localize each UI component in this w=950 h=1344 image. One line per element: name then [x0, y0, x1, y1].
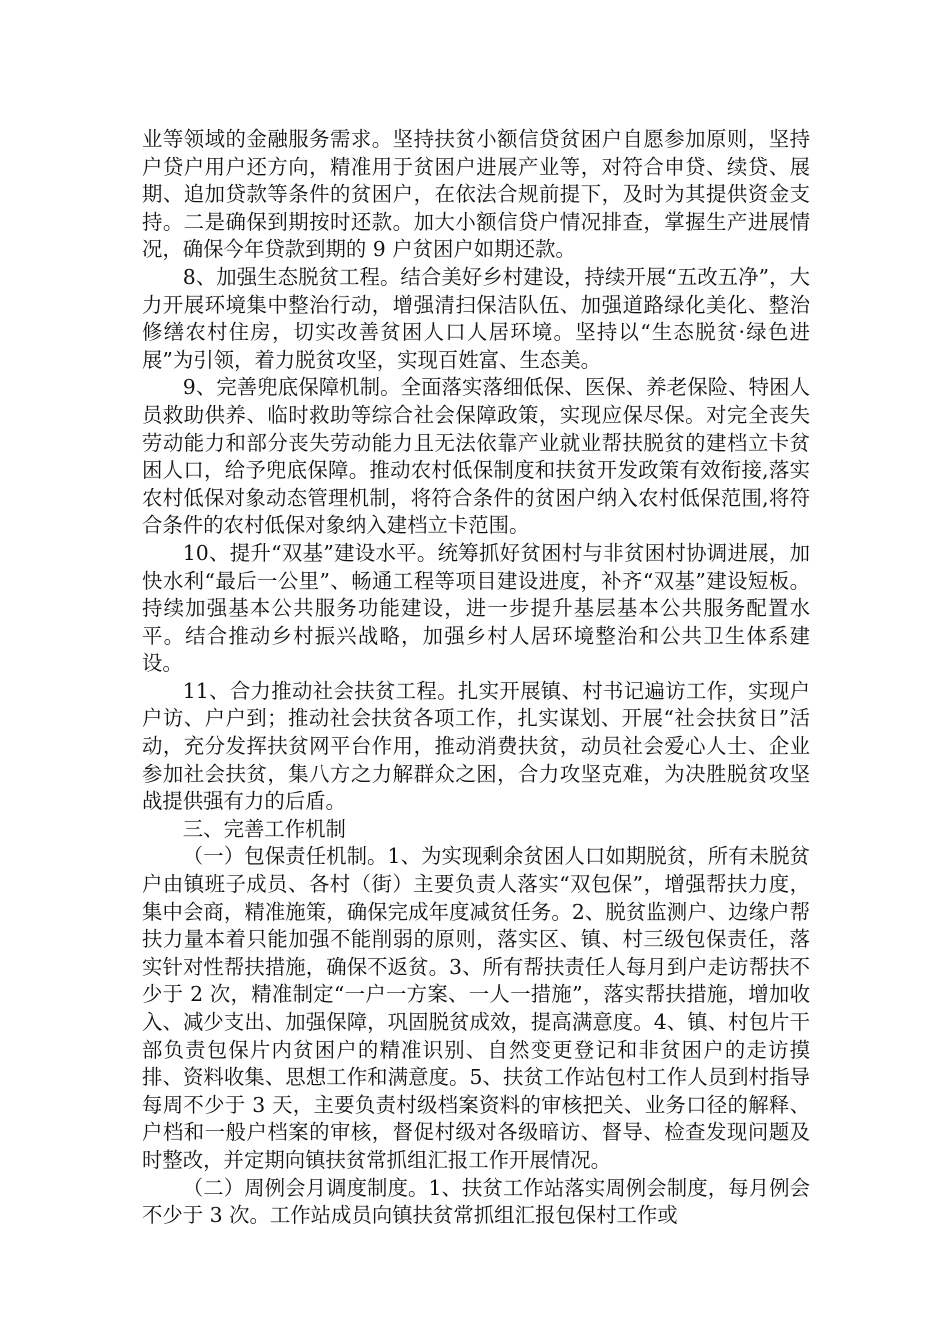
- section-heading-work-mechanism: 三、完善工作机制: [182, 816, 346, 841]
- paragraph-ecological-poverty-relief: 8、加强生态脱贫工程。结合美好乡村建设，持续开展“五改五净”，大力开展环境集中整治行动，增强清扫保洁队伍、加强道路绿化美化、整治修缮农村住房，切实改善贫困人口人居环境。坚持以“生态脱贫·绿色进展”为引领，着力脱贫攻坚，实现百姓富、生态美。: [142, 264, 810, 372]
- paragraph-dual-foundation-construction: 10、提升“双基”建设水平。统筹抓好贫困村与非贫困村协调进展，加快水利“最后一公里”、畅通工程等项目建设进度，补齐“双基”建设短板。持续加强基本公共服务功能建设，进一步提升基层基本公共服务配置水平。结合推动乡村振兴战略，加强乡村人居环境整治和公共卫生体系建设。: [142, 540, 810, 676]
- paragraph-financial-services: 业等领域的金融服务需求。坚持扶贫小额信贷贫困户自愿参加原则，坚持户贷户用户还方向，精准用于贫困户进展产业等，对符合申贷、续贷、展期、追加贷款等条件的贫困户，在依法合规前提下，及时为其提供资金支持。二是确保到期按时还款。加大小额信贷户情况排查，掌握生产进展情况，确保今年贷款到期的 9 户贫困户如期还款。: [142, 127, 810, 262]
- paragraph-responsibility-mechanism: （一）包保责任机制。1、为实现剩余贫困人口如期脱贫，所有未脱贫户由镇班子成员、各村（街）主要负责人落实“双包保”，增强帮扶力度，集中会商，精准施策，确保完成年度减贫任务。2、脱贫监测户、边缘户帮扶力量本着只能加强不能削弱的原则，落实区、镇、村三级包保责任，落实针对性帮扶措施，确保不返贫。3、所有帮扶责任人每月到户走访帮扶不少于 2 次，精准制定“一户一方案、一人一措施”，落实帮扶措施，增加收入、减少支出、加强保障，巩固脱贫成效，提高满意度。4、镇、村包片干部负责包保片内贫困户的精准识别、自然变更登记和非贫困户的走访摸排、资料收集、思想工作和满意度。5、扶贫工作站包村工作人员到村指导每周不少于 3 天，主要负责村级档案资料的审核把关、业务口径的解释、户档和一般户档案的审核，督促村级对各级暗访、督导、检查发现问题及时整改，并定期向镇扶贫常抓组汇报工作开展情况。: [142, 844, 810, 1172]
- document-page: [142, 126, 810, 1230]
- paragraph-social-poverty-relief: 11、合力推动社会扶贫工程。扎实开展镇、村书记遍访工作，实现户户访、户户到；推动社会扶贫各项工作，扎实谋划、开展“社会扶贫日”活动，充分发挥扶贫网平台作用，推动消费扶贫，动员社会爱心人士、企业参加社会扶贫，集八方之力解群众之困，合力攻坚克难，为决胜脱贫攻坚战提供强有力的后盾。: [142, 678, 810, 814]
- paragraph-weekly-meeting-system: （二）周例会月调度制度。1、扶贫工作站落实周例会制度，每月例会不少于 3 次。工作站成员向镇扶贫常抓组汇报包保村工作或: [142, 1175, 810, 1228]
- paragraph-safety-net-mechanism: 9、完善兜底保障机制。全面落实落细低保、医保、养老保险、特困人员救助供养、临时救助等综合社会保障政策，实现应保尽保。对完全丧失劳动能力和部分丧失劳动能力且无法依靠产业就业帮扶脱贫的建档立卡贫困人口，给予兜底保障。推动农村低保制度和扶贫开发政策有效衔接,落实农村低保对象动态管理机制，将符合条件的贫困户纳入农村低保范围,将符合条件的农村低保对象纳入建档立卡范围。: [142, 375, 810, 538]
